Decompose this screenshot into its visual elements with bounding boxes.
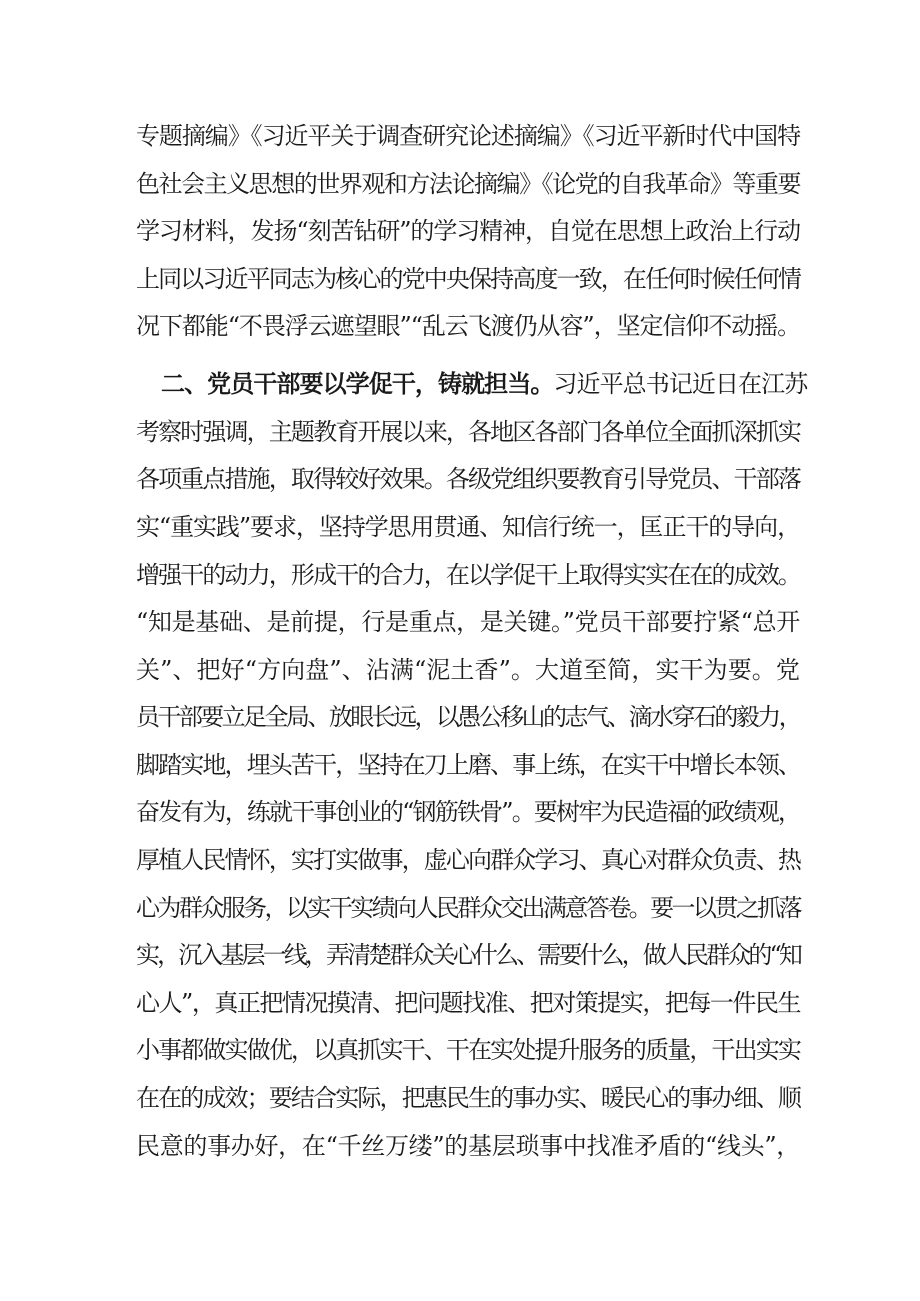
paragraph-line: 在在的成效；要结合实际，把惠民生的事办实、暖民心的事办细、顺 bbox=[136, 1084, 800, 1112]
paragraph-line: 专题摘编》《习近平关于调查研究论述摘编》《习近平新时代中国特 bbox=[136, 122, 800, 150]
paragraph-line: 色社会主义思想的世界观和方法论摘编》《论党的自我革命》等重要 bbox=[136, 170, 800, 198]
paragraph-line: 小事都做实做优，以真抓实干、干在实处提升服务的质量，干出实实 bbox=[136, 1036, 800, 1064]
paragraph-line: 关”、把好“方向盘”、沾满“泥土香”。大道至简，实干为要。党 bbox=[136, 656, 800, 684]
paragraph-line: 实，沉入基层一线，弄清楚群众关心什么、需要什么，做人民群众的“知 bbox=[136, 941, 800, 969]
paragraph-line: 民意的事办好，在“千丝万缕”的基层琐事中找准矛盾的“线头”， bbox=[136, 1132, 800, 1160]
paragraph-line: 脚踏实地，埋头苦干，坚持在刀上磨、事上练，在实干中增长本领、 bbox=[136, 751, 800, 779]
paragraph-line: 厚植人民情怀，实打实做事，虚心向群众学习、真心对群众负责、热 bbox=[136, 846, 800, 874]
paragraph-line: 员干部要立足全局、放眼长远，以愚公移山的志气、滴水穿石的毅力， bbox=[136, 703, 800, 731]
paragraph-line: “知是基础、是前提，行是重点，是关键。”党员干部要拧紧“总开 bbox=[136, 608, 800, 636]
paragraph-line: 心为群众服务，以实干实绩向人民群众交出满意答卷。要一以贯之抓落 bbox=[136, 894, 800, 922]
section-heading: 二、党员干部要以学促干，铸就担当。 bbox=[161, 369, 554, 398]
paragraph-line: 增强干的动力，形成干的合力，在以学促干上取得实实在在的成效。 bbox=[136, 561, 800, 589]
paragraph-line: 考察时强调，主题教育开展以来，各地区各部门各单位全面抓深抓实 bbox=[136, 418, 800, 446]
paragraph-line: 上同以习近平同志为核心的党中央保持高度一致，在任何时候任何情 bbox=[136, 265, 800, 293]
paragraph-line: 况下都能“不畏浮云遮望眼”“乱云飞渡仍从容”，坚定信仰不动摇。 bbox=[136, 312, 800, 340]
paragraph-line: 各项重点措施，取得较好效果。各级党组织要教育引导党员、干部落 bbox=[136, 465, 800, 493]
section-lead-text: 习近平总书记近日在江苏 bbox=[553, 370, 808, 398]
paragraph-line: 心人”，真正把情况摸清、把问题找准、把对策提实，把每一件民生 bbox=[136, 989, 800, 1017]
paragraph-line: 奋发有为，练就干事创业的“钢筋铁骨”。要树牢为民造福的政绩观， bbox=[136, 798, 800, 826]
paragraph-line: 实“重实践”要求，坚持学思用贯通、知信行统一，匡正干的导向， bbox=[136, 513, 800, 541]
paragraph-line: 学习材料，发扬“刻苦钻研”的学习精神，自觉在思想上政治上行动 bbox=[136, 217, 800, 245]
section-heading-line bbox=[161, 369, 807, 399]
